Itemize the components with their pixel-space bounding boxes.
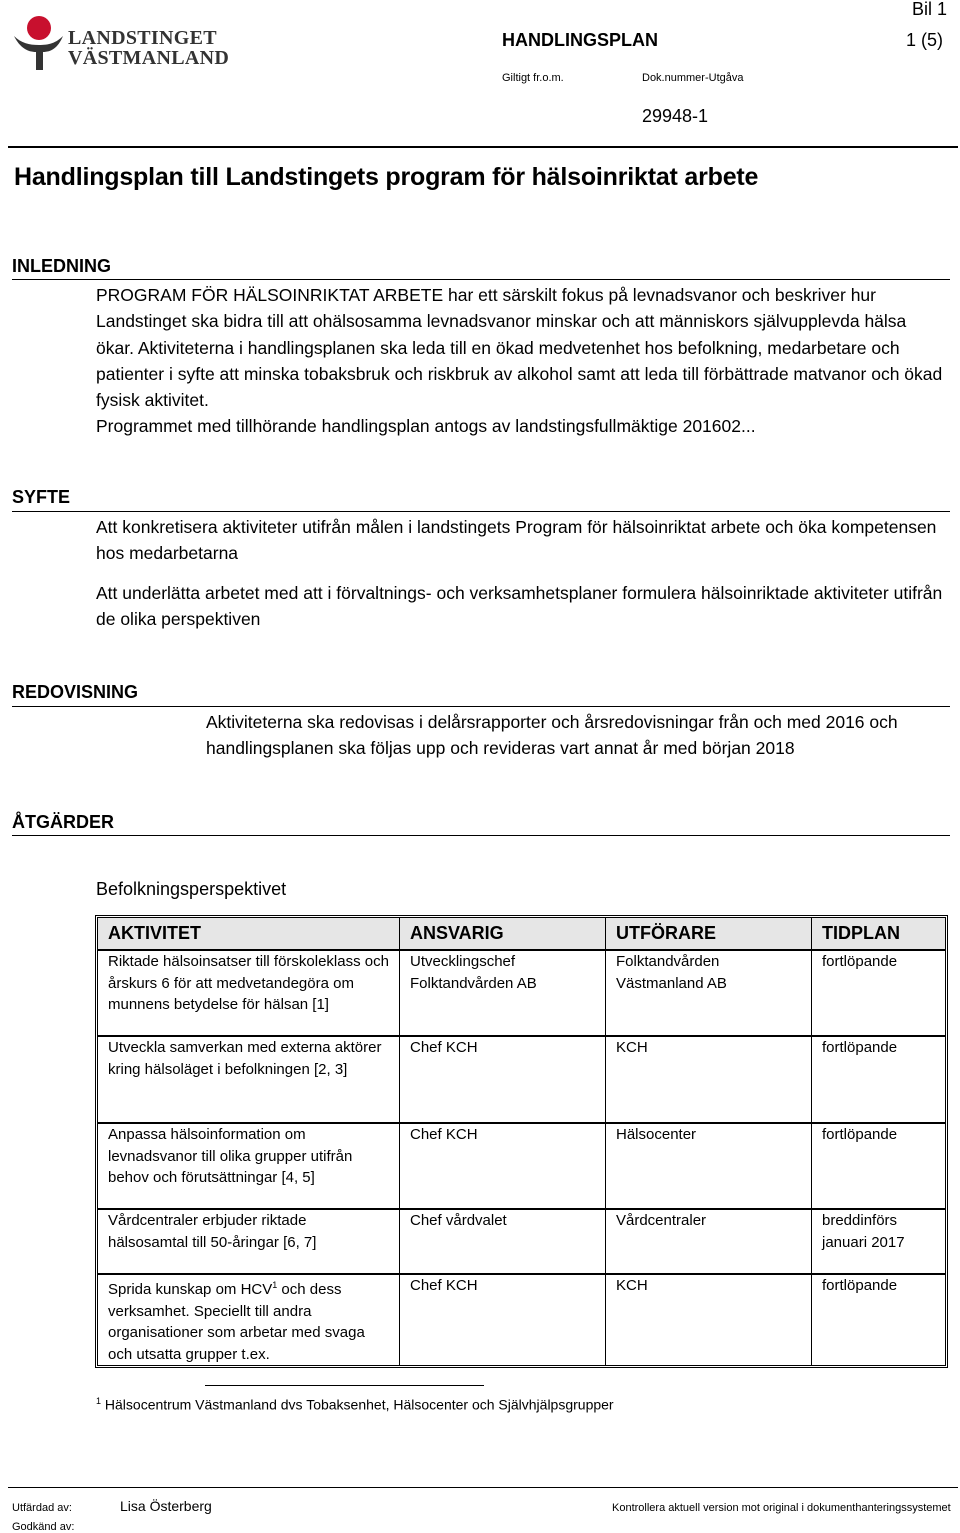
cell-aktivitet: Vårdcentraler erbjuder riktade hälsosamtal till 50-åringar [6, 7]	[98, 1210, 400, 1275]
cell-aktivitet	[98, 1275, 400, 1365]
version-control-note: Kontrollera aktuell version mot original i dokumenthanteringssystemet	[612, 1502, 951, 1514]
cell-aktivitet: Anpassa hälsoinformation om levnadsvanor till olika grupper utifrån behov och förutsättningar [4, 5]	[98, 1124, 400, 1210]
approved-by-label: Godkänd av:	[12, 1521, 75, 1533]
intro-text	[96, 282, 946, 440]
section-heading-atgarder: ÅTGÄRDER	[12, 812, 114, 832]
table-row	[98, 1275, 945, 1365]
footnote	[96, 1396, 614, 1413]
footer-divider	[8, 1487, 958, 1488]
footnote-text: Hälsocentrum Västmanland dvs Tobaksenhet, Hälsocenter och Självhjälpsgrupper	[101, 1396, 614, 1413]
cell-utforare: Folktandvården Västmanland AB	[606, 951, 812, 1037]
logo-line-1: LANDSTINGET	[68, 27, 217, 49]
page-title: Handlingsplan till Landstingets program för hälsoinriktat arbete	[14, 163, 759, 191]
page-number: 1 (5)	[906, 30, 944, 50]
cell-utforare: KCH	[606, 1037, 812, 1124]
document-type: HANDLINGSPLAN	[502, 30, 658, 50]
cell-utforare: KCH	[606, 1275, 812, 1365]
valid-from-label: Giltigt fr.o.m.	[502, 72, 564, 84]
syfte-paragraph-1: Att konkretisera aktiviteter utifrån målen i landstingets Program för hälsoinriktat arbete och öka kompetensen hos medarbetarna	[96, 517, 937, 564]
section-heading-redovisning: REDOVISNING	[12, 682, 139, 702]
section-divider	[12, 706, 950, 707]
intro-paragraph-2: Programmet med tillhörande handlingsplan antogs av landstingsfullmäktige 201602...	[96, 416, 756, 437]
section-divider	[12, 835, 950, 836]
cell-tidplan: fortlöpande	[812, 951, 945, 1037]
issued-by-label: Utfärdad av:	[12, 1502, 72, 1514]
cell-aktivitet: Utveckla samverkan med externa aktörer kring hälsoläget i befolkningen [2, 3]	[98, 1037, 400, 1124]
docnr-label: Dok.nummer-Utgåva	[642, 72, 744, 84]
redovisning-paragraph: Aktiviteterna ska redovisas i delårsrapporter och årsredovisningar från och med 2016 och handlingsplanen ska följas upp och revideras vart annat år med början 2018	[206, 712, 898, 759]
table-row	[98, 1124, 945, 1210]
cell-tidplan: fortlöpande	[812, 1037, 945, 1124]
logo-line-2: VÄSTMANLAND	[68, 47, 230, 69]
cell-aktivitet-rest: och dess verksamhet. Speciellt till andra organisationer som arbetar med svaga och utsatta grupper t.ex.	[108, 1281, 365, 1363]
appendix-label: Bil 1	[912, 0, 948, 19]
cell-ansvarig: Chef vårdvalet	[400, 1210, 606, 1275]
cell-tidplan: breddinförs januari 2017	[812, 1210, 945, 1275]
cell-aktivitet-start: Sprida kunskap om HCV	[108, 1281, 273, 1298]
syfte-paragraph-2: Att underlätta arbetet med att i förvaltnings- och verksamhetsplaner formulera hälsoinriktade aktiviteter utifrån de olika perspektiven	[96, 583, 943, 630]
column-header-tidplan: TIDPLAN	[812, 918, 945, 951]
cell-ansvarig: Chef KCH	[400, 1037, 606, 1124]
section-divider	[12, 279, 950, 280]
perspective-subheading: Befolkningsperspektivet	[96, 879, 287, 899]
logo-figure-icon	[12, 14, 64, 72]
cell-tidplan: fortlöpande	[822, 1277, 898, 1294]
cell-tidplan: fortlöpande	[812, 1124, 945, 1210]
table-row	[98, 1037, 945, 1124]
cell-ansvarig: Chef KCH	[400, 1124, 606, 1210]
cell-utforare: Hälsocenter	[606, 1124, 812, 1210]
intro-paragraph-1: PROGRAM FÖR HÄLSOINRIKTAT ARBETE har ett särskilt fokus på levnadsvanor och beskriver hur Landstinget ska bidra till att ohälsosamma levnadsvanor minskar och att människors självupplevda hälsa ökar. Aktiviteterna i handlingsplanen ska leda till en ökad medvetenhet hos befolkning, medarbetare och patienter i syfte att minska tobaksbruk och riskbruk av alkohol samt att leda till förbättrade matvanor och ökad fysisk aktivitet.	[96, 285, 943, 411]
column-header-utforare: UTFÖRARE	[606, 918, 812, 951]
section-divider	[12, 511, 950, 512]
cell-ansvarig: Utvecklingschef Folktandvården AB	[400, 951, 606, 1037]
cell-ansvarig: Chef KCH	[400, 1275, 606, 1365]
table-header-row	[98, 918, 945, 951]
header-divider	[8, 146, 958, 148]
action-table	[95, 915, 948, 1368]
footnote-ref[interactable]: 1	[272, 1280, 278, 1290]
column-header-ansvarig: ANSVARIG	[400, 918, 606, 951]
table-row	[98, 951, 945, 1037]
landstinget-logo	[12, 14, 230, 74]
footnote-divider	[205, 1385, 484, 1386]
cell-utforare: Vårdcentraler	[606, 1210, 812, 1275]
column-header-aktivitet: AKTIVITET	[98, 918, 400, 951]
document-number: 29948-1	[642, 106, 709, 126]
issued-by-name: Lisa Österberg	[120, 1498, 212, 1514]
section-heading-inledning: INLEDNING	[12, 256, 111, 276]
section-heading-syfte: SYFTE	[12, 487, 71, 507]
logo-wordmark	[68, 28, 229, 68]
footnote-mark: 1	[96, 1396, 102, 1406]
table-row	[98, 1210, 945, 1275]
cell-aktivitet: Riktade hälsoinsatser till förskoleklass och årskurs 6 för att medvetandegöra om munnens betydelse för hälsan [1]	[98, 951, 400, 1037]
